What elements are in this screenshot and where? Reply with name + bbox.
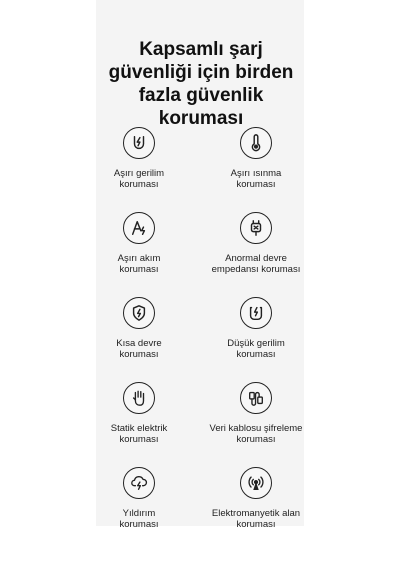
hand-icon (123, 382, 155, 414)
feature-lightning: Yıldırım koruması (84, 467, 194, 530)
overcurrent-icon (123, 212, 155, 244)
feature-overcurrent: Aşırı akım koruması (84, 212, 194, 275)
feature-impedance: Anormal devre empedansı koruması (201, 212, 311, 275)
impedance-icon (240, 212, 272, 244)
shield-lightning-icon (123, 297, 155, 329)
thermometer-icon (240, 127, 272, 159)
signal-icon (240, 467, 272, 499)
undervoltage-icon (240, 297, 272, 329)
feature-short-circuit: Kısa devre koruması (84, 297, 194, 360)
cable-icon (240, 382, 272, 414)
feature-cable-encryption: Veri kablosu şifreleme koruması (201, 382, 311, 445)
cloud-lightning-icon (123, 467, 155, 499)
feature-emf: Elektromanyetik alan koruması (201, 467, 311, 530)
feature-overvoltage: Aşırı gerilim koruması (84, 127, 194, 190)
feature-overheat: Aşırı ısınma koruması (201, 127, 311, 190)
feature-static: Statik elektrik koruması (84, 382, 194, 445)
feature-undervoltage: Düşük gerilim koruması (201, 297, 311, 360)
overvoltage-icon (123, 127, 155, 159)
page-title: Kapsamlı şarj güvenliği için birden fazla güvenlik koruması (108, 39, 294, 129)
